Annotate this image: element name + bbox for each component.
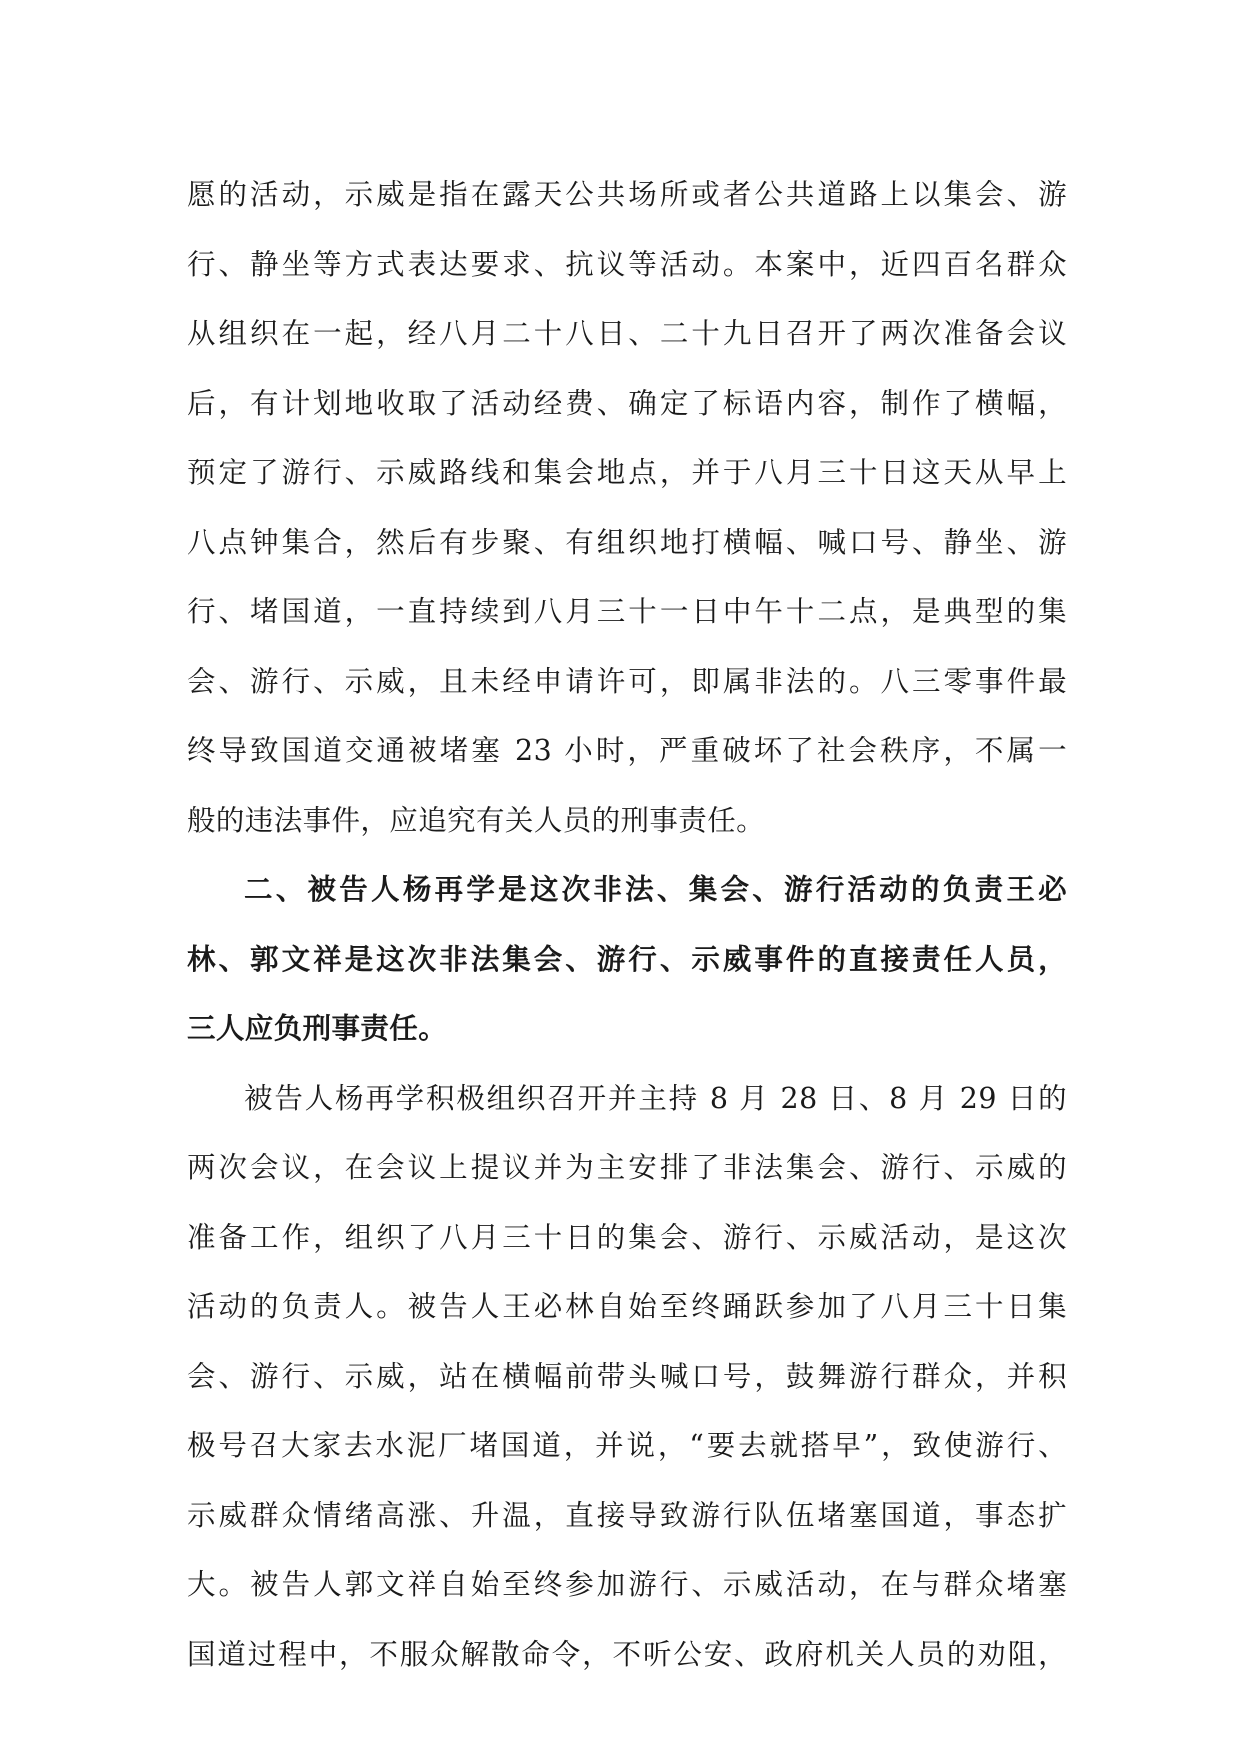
body-line: 会、游行、示威，站在横幅前带头喊口号，鼓舞游行群众，并积	[187, 1359, 1067, 1393]
body-line: 示威群众情绪高涨、升温，直接导致游行队伍堵塞国道，事态扩	[187, 1498, 1067, 1532]
body-line: 极号召大家去水泥厂堵国道，并说，“要去就搭早”，致使游行、	[187, 1429, 1067, 1462]
body-line: 从组织在一起，经八月二十八日、二十九日召开了两次准备会议	[187, 317, 1067, 350]
body-line: 愿的活动，示威是指在露天公共场所或者公共道路上以集会、游	[187, 178, 1067, 211]
body-line: 行、堵国道，一直持续到八月三十一日中午十二点，是典型的集	[187, 595, 1067, 628]
body-line: 般的违法事件，应追究有关人员的刑事责任。	[187, 803, 766, 837]
document-body	[187, 160, 1067, 1689]
body-line: 后，有计划地收取了活动经费、确定了标语内容，制作了横幅，	[187, 386, 1067, 420]
body-line: 行、静坐等方式表达要求、抗议等活动。本案中，近四百名群众	[187, 247, 1067, 281]
body-line: 活动的负责人。被告人王必林自始至终踊跃参加了八月三十日集	[187, 1290, 1067, 1323]
body-line: 两次会议，在会议上提议并为主安排了非法集会、游行、示威的	[187, 1151, 1067, 1184]
body-line: 大。被告人郭文祥自始至终参加游行、示威活动，在与群众堵塞	[187, 1568, 1067, 1601]
body-line: 准备工作，组织了八月三十日的集会、游行、示威活动，是这次	[187, 1220, 1067, 1254]
section-heading-line: 林、郭文祥是这次非法集会、游行、示威事件的直接责任人员，	[187, 942, 1067, 976]
body-line: 国道过程中，不服众解散命令，不听公安、政府机关人员的劝阻，	[187, 1637, 1067, 1671]
body-line: 被告人杨再学积极组织召开并主持 8 月 28 日、8 月 29 日的	[244, 1081, 1067, 1115]
section-heading-line: 二、被告人杨再学是这次非法、集会、游行活动的负责王必	[244, 873, 1067, 906]
section-heading-line: 三人应负刑事责任。	[187, 1012, 448, 1045]
body-line: 预定了游行、示威路线和集会地点，并于八月三十日这天从早上	[187, 456, 1067, 489]
body-line: 八点钟集合，然后有步聚、有组织地打横幅、喊口号、静坐、游	[187, 525, 1067, 559]
body-line: 终导致国道交通被堵塞 23 小时，严重破坏了社会秩序，不属一	[187, 734, 1067, 767]
body-line: 会、游行、示威，且未经申请许可，即属非法的。八三零事件最	[187, 664, 1067, 698]
